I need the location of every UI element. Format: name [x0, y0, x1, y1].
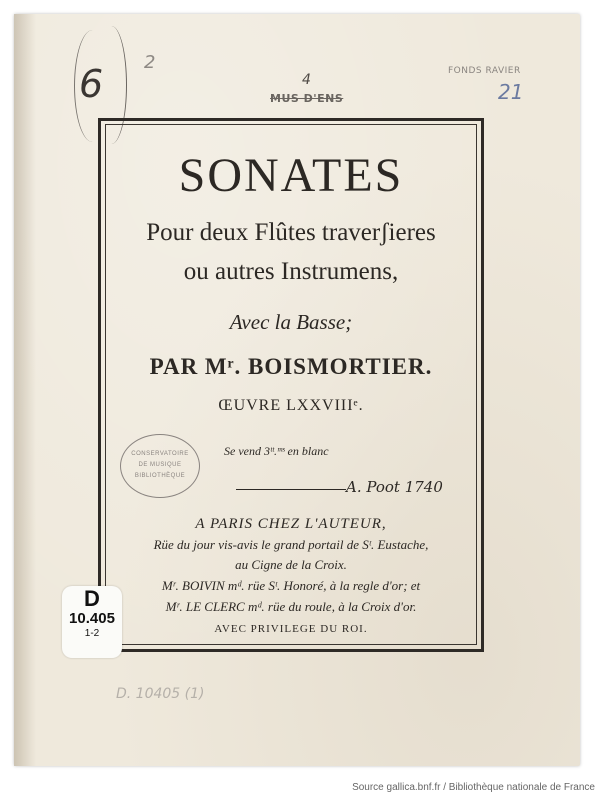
subtitle-line-2: ou autres Instrumens, [183, 258, 399, 285]
shelfmark-number: 10.405 [69, 610, 115, 627]
shelfmark-sub: 1-2 [84, 628, 100, 639]
address-line-3: au Cigne de la Croix. [235, 557, 347, 572]
address-line-1: A PARIS CHEZ L'AUTEUR, [195, 516, 387, 532]
stamp-line-3: BIBLIOTHÈQUE [134, 473, 186, 479]
annotation-four: 4 [302, 72, 311, 88]
annotation-bottom-pencil: D. 10405 (1) [116, 686, 205, 702]
opus-number: ŒUVRE LXXVIIIᵉ. [218, 397, 364, 414]
library-stamp [120, 434, 200, 498]
subtitle-line-1: Pour deux Flûtes traverʃieres [146, 219, 436, 246]
privilege-note: AVEC PRIVILEGE DU ROI. [214, 623, 368, 635]
shelfmark-label [62, 586, 122, 658]
signature-flourish [236, 489, 346, 490]
subtitle-line-3: Avec la Basse; [229, 310, 353, 334]
price-note: Se vend 3ᵗᵗ.ᵐˢ en blanc [224, 444, 329, 458]
annotation-twentyone: 21 [498, 80, 524, 104]
address-line-4: Mʳ. BOIVIN mᵈ. rüe Sᵗ. Honoré, à la regle d'or; et [161, 578, 421, 593]
page-title: SONATES [178, 149, 404, 202]
composer-name: PAR Mʳ. BOISMORTIER. [149, 354, 433, 379]
annotation-two: 2 [144, 52, 156, 73]
annotation-fonds: FONDS RAVIER [448, 66, 521, 76]
address-line-2: Rüe du jour vis-avis le grand portail de Sᵗ. Eustache, [153, 537, 429, 552]
address-line-5: Mʳ. LE CLERC mᵈ. rüe du roule, à la Croix d'or. [165, 599, 417, 614]
stamp-line-1: CONSERVATOIRE [131, 451, 189, 457]
source-footer: Source gallica.bnf.fr / Bibliothèque nationale de France [352, 782, 595, 793]
shelfmark-letter: D [84, 586, 100, 611]
signature: A. Poot 1740 [346, 478, 443, 496]
stamp-line-2: DE MUSIQUE [138, 462, 182, 468]
annotation-number: 6 [79, 62, 104, 106]
spine-shadow [14, 14, 36, 766]
annotation-mus-dens: MUS D'ENS [270, 92, 344, 105]
